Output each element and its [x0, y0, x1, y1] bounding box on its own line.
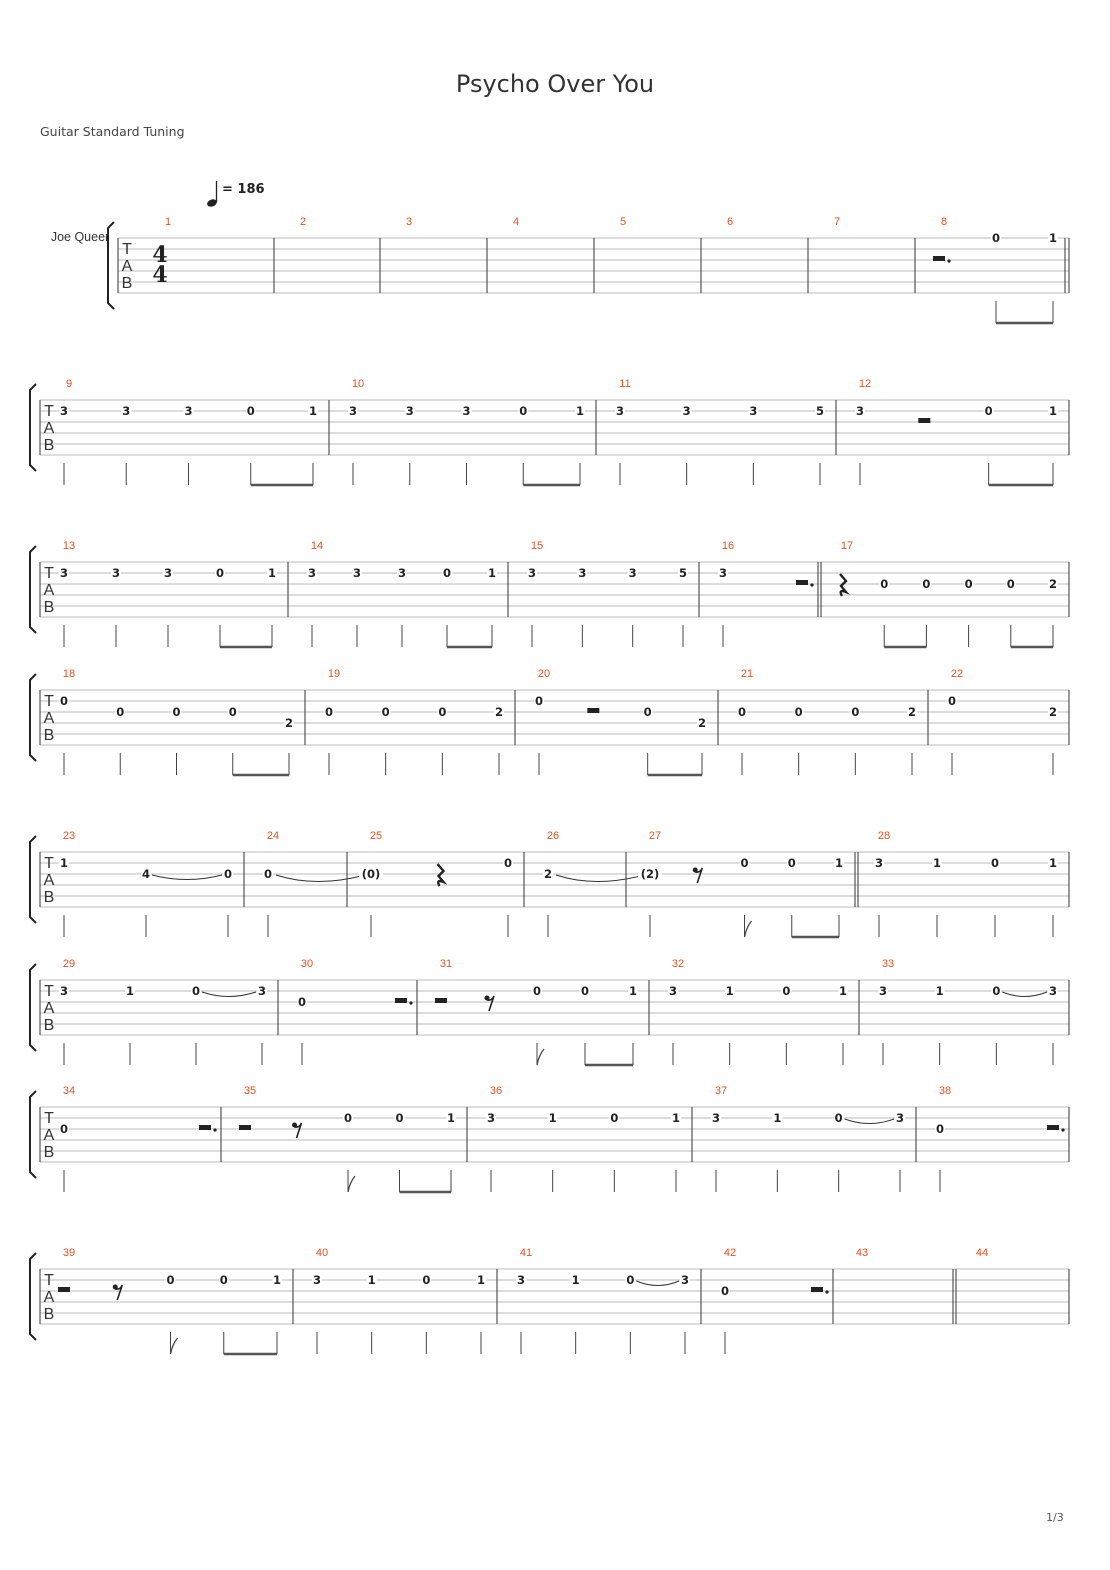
fret-number: 3: [348, 404, 358, 418]
rest-half-dot-dot: [947, 259, 950, 262]
bar-number: 21: [740, 668, 754, 680]
tie-arc: [636, 1281, 679, 1286]
fret-number: 0: [610, 1111, 619, 1125]
fret-number: 3: [59, 404, 69, 418]
tab-clef-b: B: [43, 889, 55, 906]
bar-number: 33: [881, 958, 895, 970]
fret-number: 1: [476, 1273, 486, 1287]
bar-number: 1: [164, 216, 172, 228]
fret-number: 0: [782, 984, 791, 998]
rest-half-glyph: [918, 418, 930, 423]
bar-number: 27: [648, 830, 662, 842]
fret-number: (0): [361, 867, 381, 881]
bar-number: 39: [62, 1247, 76, 1259]
tie-arc: [1002, 992, 1047, 997]
fret-number: 1: [1048, 856, 1058, 870]
tab-clef-t: T: [44, 403, 54, 420]
note-flag: [537, 1049, 544, 1065]
tie-arc: [202, 992, 256, 997]
bar-number: 35: [243, 1085, 257, 1097]
bar-number: 6: [726, 216, 734, 228]
fret-number: 0: [880, 577, 889, 591]
fret-number: (2): [640, 867, 660, 881]
bar-number: 5: [619, 216, 627, 228]
system-bracket: [30, 836, 36, 923]
fret-number: 0: [984, 404, 993, 418]
fret-number: 1: [267, 566, 277, 580]
fret-number: 0: [297, 995, 307, 1009]
tab-clef-a: A: [43, 710, 55, 727]
rest-half-glyph: [587, 708, 599, 713]
fret-number: 0: [343, 1111, 353, 1125]
tab-clef-a: A: [43, 872, 55, 889]
fret-number: 1: [487, 566, 497, 580]
fret-number: 3: [111, 566, 121, 580]
fret-number: 0: [794, 705, 803, 719]
fret-number: 2: [494, 705, 504, 719]
bar-number: 2: [299, 216, 307, 228]
system-bracket: [30, 964, 36, 1051]
tab-clef-b: B: [43, 1017, 55, 1034]
fret-number: 1: [548, 1111, 557, 1125]
bar-number: 43: [855, 1247, 869, 1259]
bar-number: 14: [310, 540, 324, 552]
fret-number: 1: [935, 984, 944, 998]
track-name: Joe Queer: [50, 230, 110, 244]
bar-number: 23: [62, 830, 76, 842]
tie-arc: [276, 875, 365, 882]
rest-half-dot-glyph: [199, 1125, 211, 1130]
bar-number: 15: [530, 540, 544, 552]
fret-number: 0: [191, 984, 201, 998]
fret-number: 1: [628, 984, 638, 998]
fret-number: 3: [718, 566, 728, 580]
tab-clef-b: B: [43, 599, 55, 616]
fret-number: 0: [737, 705, 747, 719]
rest-half-dot-dot: [213, 1128, 216, 1131]
fret-number: 3: [397, 566, 407, 580]
fret-number: 3: [578, 566, 587, 580]
fret-number: 0: [1006, 577, 1015, 591]
bar-number: 9: [65, 378, 73, 390]
bar-number: 29: [62, 958, 76, 970]
fret-number: 0: [580, 984, 590, 998]
bar-number: 16: [721, 540, 735, 552]
time-sig-bottom: 4: [152, 262, 168, 288]
tie-arc: [556, 875, 644, 882]
fret-number: 0: [643, 705, 652, 719]
fret-number: 0: [324, 705, 334, 719]
fret-number: 2: [543, 867, 553, 881]
bar-number: 32: [671, 958, 685, 970]
fret-number: 5: [815, 404, 825, 418]
bar-number: 40: [315, 1247, 329, 1259]
fret-number: 0: [534, 694, 544, 708]
tab-clef-b: B: [43, 727, 55, 744]
fret-number: 0: [438, 705, 447, 719]
fret-number: 1: [272, 1273, 282, 1287]
bar-number: 10: [351, 378, 365, 390]
note-flag: [348, 1176, 355, 1192]
fret-number: 3: [895, 1111, 905, 1125]
rest-quarter-glyph: [438, 864, 444, 886]
bar-number: 42: [723, 1247, 737, 1259]
bar-number: 8: [940, 216, 948, 228]
fret-number: 0: [740, 856, 749, 870]
fret-number: 0: [246, 404, 255, 418]
bar-number: 28: [877, 830, 891, 842]
tab-clef-t: T: [122, 241, 132, 258]
bar-number: 26: [546, 830, 560, 842]
rest-half-dot-glyph: [395, 998, 407, 1003]
fret-number: 0: [519, 404, 528, 418]
tie-arc: [152, 875, 222, 880]
fret-number: 3: [312, 1273, 322, 1287]
system-bracket: [30, 1253, 36, 1340]
bar-number: 19: [327, 668, 341, 680]
fret-number: 1: [59, 856, 69, 870]
fret-number: 0: [219, 1273, 228, 1287]
fret-number: 2: [284, 716, 294, 730]
tab-clef-t: T: [44, 693, 54, 710]
fret-number: 2: [907, 705, 917, 719]
tab-clef-t: T: [44, 1272, 54, 1289]
fret-number: 3: [749, 404, 758, 418]
bar-number: 11: [619, 378, 631, 390]
fret-number: 1: [367, 1273, 376, 1287]
rest-half-dot-dot: [1061, 1128, 1064, 1131]
fret-number: 1: [308, 404, 318, 418]
tab-clef-a: A: [43, 1289, 55, 1306]
bar-number: 41: [519, 1247, 533, 1259]
fret-number: 0: [992, 984, 1001, 998]
fret-number: 0: [263, 867, 273, 881]
fret-number: 1: [1048, 231, 1058, 245]
fret-number: 3: [855, 404, 865, 418]
bar-number: 34: [62, 1085, 76, 1097]
rest-half-glyph: [435, 998, 447, 1003]
fret-number: 0: [223, 867, 233, 881]
fret-number: 3: [257, 984, 267, 998]
fret-number: 0: [787, 856, 796, 870]
rest-quarter-glyph: [840, 574, 846, 596]
fret-number: 1: [671, 1111, 681, 1125]
fret-number: 0: [172, 705, 181, 719]
fret-number: 0: [922, 577, 931, 591]
fret-number: 0: [964, 577, 973, 591]
fret-number: 1: [932, 856, 942, 870]
fret-number: 2: [1048, 577, 1058, 591]
fret-number: 0: [991, 231, 1001, 245]
fret-number: 0: [442, 566, 452, 580]
fret-number: 0: [166, 1273, 175, 1287]
rest-half-dot-glyph: [933, 256, 945, 261]
fret-number: 3: [682, 404, 691, 418]
fret-number: 3: [59, 984, 69, 998]
bar-number: 30: [300, 958, 314, 970]
tab-clef-b: B: [43, 437, 55, 454]
rest-half-glyph: [58, 1287, 70, 1292]
system-bracket: [30, 1091, 36, 1178]
fret-number: 0: [503, 856, 513, 870]
fret-number: 1: [725, 984, 734, 998]
rest-half-glyph: [239, 1125, 251, 1130]
time-sig-top: 4: [152, 242, 168, 268]
tab-clef-t: T: [44, 983, 54, 1000]
fret-number: 1: [773, 1111, 782, 1125]
tab-clef-a: A: [43, 1000, 55, 1017]
fret-number: 0: [381, 705, 390, 719]
note-flag: [745, 921, 752, 937]
tab-clef-a: A: [43, 1127, 55, 1144]
fret-number: 2: [1048, 705, 1058, 719]
tab-clef-b: B: [121, 275, 133, 292]
fret-number: 0: [228, 705, 237, 719]
tempo-value: = 186: [222, 182, 265, 197]
bar-number: 38: [938, 1085, 952, 1097]
bar-number: 20: [537, 668, 551, 680]
page-number: 1/3: [1046, 1511, 1064, 1524]
fret-number: 0: [116, 705, 125, 719]
fret-number: 3: [628, 566, 637, 580]
fret-number: 3: [711, 1111, 721, 1125]
fret-number: 0: [422, 1273, 431, 1287]
bar-number: 24: [266, 830, 280, 842]
fret-number: 1: [1048, 404, 1058, 418]
system-bracket: [30, 384, 36, 471]
fret-number: 3: [1048, 984, 1058, 998]
fret-number: 0: [395, 1111, 404, 1125]
bar-number: 17: [840, 540, 854, 552]
rest-half-dot-glyph: [811, 1287, 823, 1292]
fret-number: 1: [571, 1273, 580, 1287]
bar-number: 31: [439, 958, 453, 970]
fret-number: 3: [668, 984, 678, 998]
fret-number: 3: [122, 404, 131, 418]
fret-number: 0: [851, 705, 860, 719]
fret-number: 1: [834, 856, 844, 870]
bar-number: 22: [950, 668, 964, 680]
tab-clef-a: A: [43, 582, 55, 599]
fret-number: 5: [678, 566, 688, 580]
fret-number: 3: [486, 1111, 496, 1125]
fret-number: 0: [59, 694, 69, 708]
bar-number: 18: [62, 668, 76, 680]
fret-number: 0: [720, 1284, 730, 1298]
fret-number: 0: [935, 1122, 945, 1136]
song-title: Psycho Over You: [455, 70, 655, 98]
rest-half-dot-glyph: [796, 580, 808, 585]
fret-number: 0: [215, 566, 225, 580]
fret-number: 3: [184, 404, 193, 418]
tab-clef-a: A: [43, 420, 55, 437]
fret-number: 1: [575, 404, 585, 418]
fret-number: 3: [462, 404, 471, 418]
tab-clef-a: A: [121, 258, 133, 275]
fret-number: 0: [990, 856, 1000, 870]
fret-number: 3: [878, 984, 888, 998]
bar-number: 13: [62, 540, 76, 552]
bar-number: 4: [512, 216, 520, 228]
fret-number: 0: [626, 1273, 635, 1287]
bar-number: 36: [489, 1085, 503, 1097]
system-bracket: [30, 674, 36, 761]
bar-number: 3: [405, 216, 413, 228]
bar-number: 44: [975, 1247, 989, 1259]
fret-number: 1: [125, 984, 135, 998]
fret-number: 3: [874, 856, 884, 870]
fret-number: 4: [141, 867, 151, 881]
fret-number: 0: [834, 1111, 843, 1125]
tie-arc: [845, 1119, 894, 1124]
fret-number: 3: [59, 566, 69, 580]
fret-number: 1: [838, 984, 848, 998]
fret-number: 0: [532, 984, 542, 998]
note-flag: [171, 1338, 178, 1354]
system-bracket: [30, 546, 36, 633]
tab-clef-t: T: [44, 1110, 54, 1127]
tab-clef-b: B: [43, 1306, 55, 1323]
rest-half-dot-dot: [409, 1001, 412, 1004]
fret-number: 3: [307, 566, 317, 580]
tab-clef-b: B: [43, 1144, 55, 1161]
rest-half-dot-dot: [810, 583, 813, 586]
tab-clef-t: T: [44, 565, 54, 582]
bar-number: 7: [833, 216, 841, 228]
fret-number: 3: [163, 566, 173, 580]
fret-number: 3: [615, 404, 625, 418]
fret-number: 2: [697, 716, 707, 730]
rest-half-dot-dot: [825, 1290, 828, 1293]
bar-number: 37: [714, 1085, 728, 1097]
fret-number: 3: [405, 404, 414, 418]
tuning-label: Guitar Standard Tuning: [40, 124, 185, 139]
fret-number: 0: [59, 1122, 69, 1136]
fret-number: 3: [680, 1273, 690, 1287]
fret-number: 3: [527, 566, 537, 580]
fret-number: 1: [446, 1111, 456, 1125]
fret-number: 0: [947, 694, 957, 708]
fret-number: 3: [516, 1273, 526, 1287]
fret-number: 3: [352, 566, 362, 580]
rest-half-dot-glyph: [1047, 1125, 1059, 1130]
bar-number: 12: [858, 378, 872, 390]
bar-number: 25: [369, 830, 383, 842]
tab-clef-t: T: [44, 855, 54, 872]
